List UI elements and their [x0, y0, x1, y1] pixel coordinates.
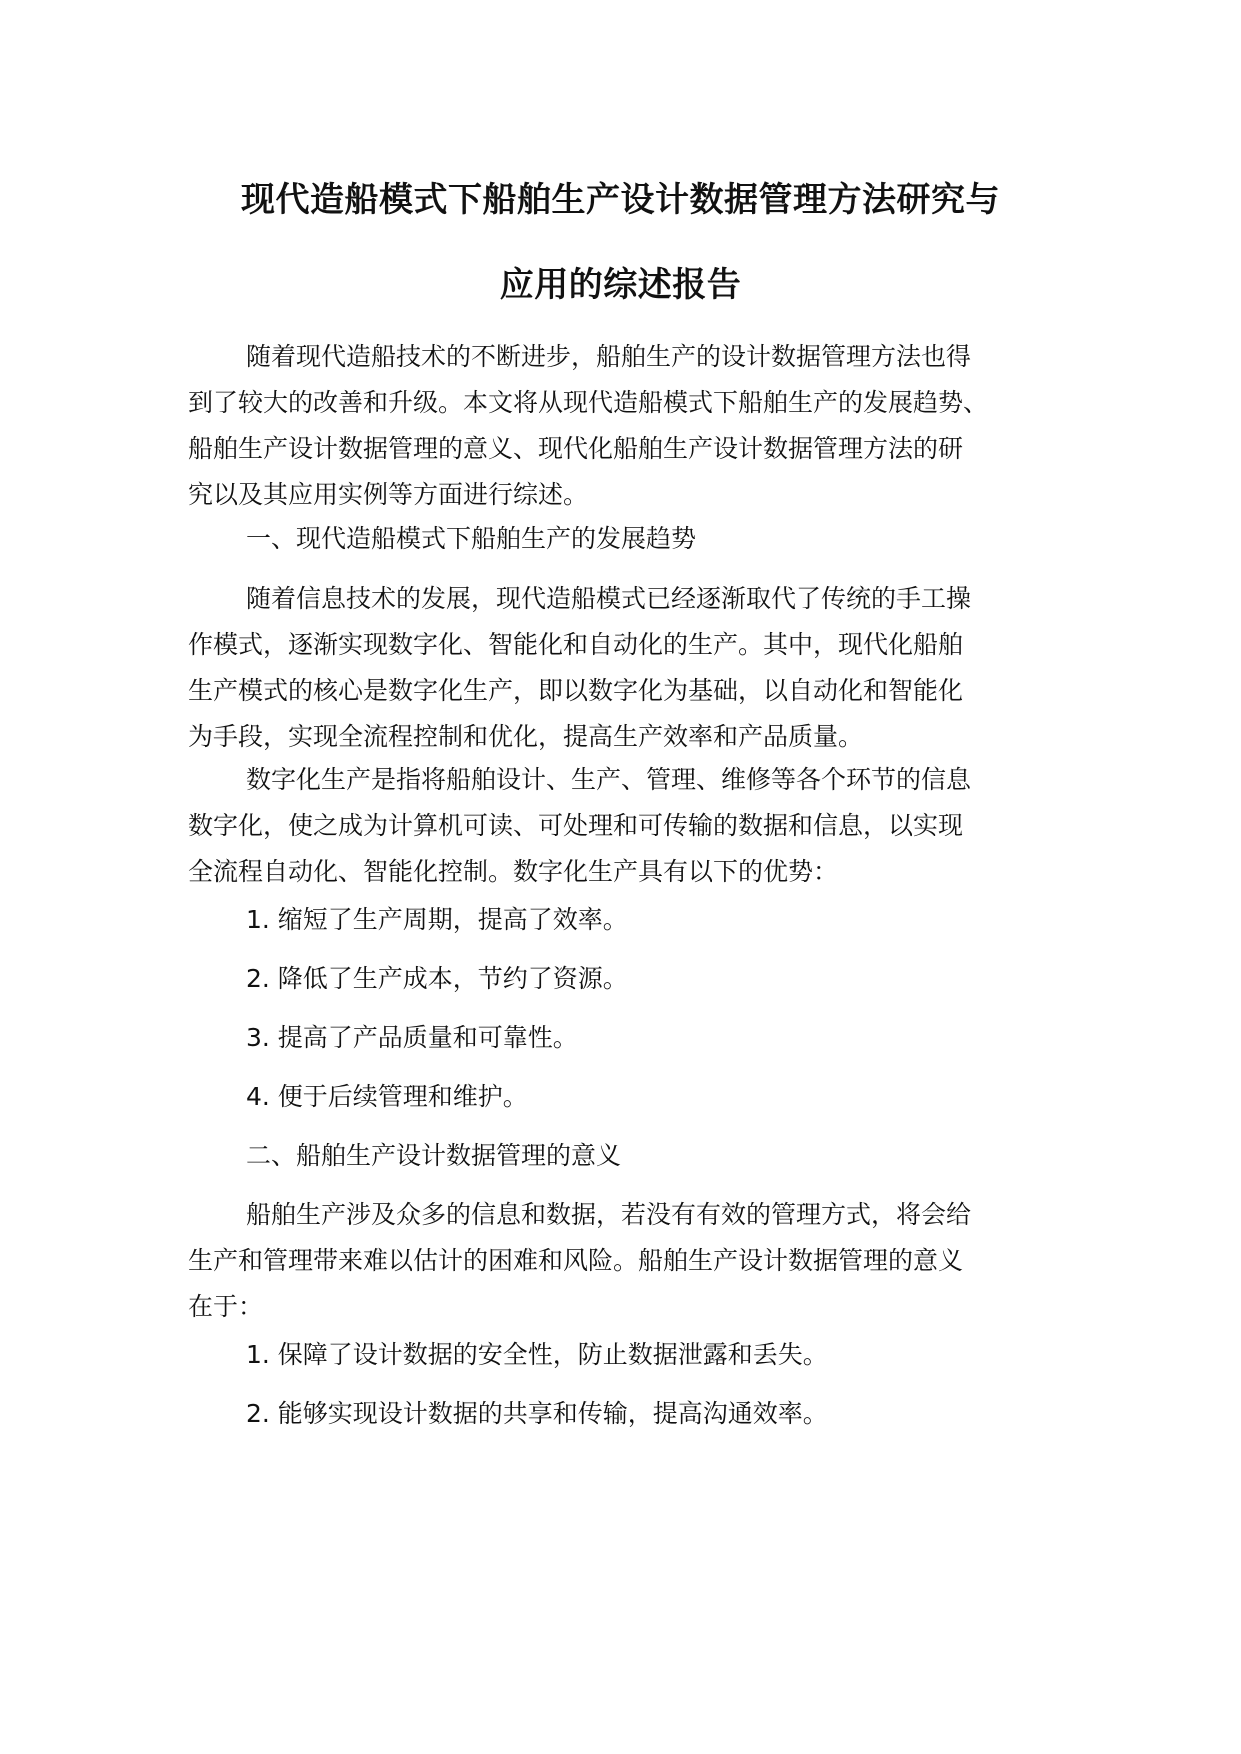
paragraph-line: 究以及其应用实例等方面进行综述。	[188, 480, 589, 509]
paragraph-line: 全流程自动化、智能化控制。数字化生产具有以下的优势：	[188, 857, 839, 886]
section-1-paragraph-2	[188, 757, 1068, 895]
paragraph-line: 作模式，逐渐实现数字化、智能化和自动化的生产。其中，现代化船舶	[188, 630, 964, 659]
paragraph-line: 生产和管理带来难以估计的困难和风险。船舶生产设计数据管理的意义	[188, 1246, 964, 1275]
document-title-line-2: 应用的综述报告	[499, 265, 742, 305]
paragraph-line: 生产模式的核心是数字化生产，即以数字化为基础，以自动化和智能化	[188, 676, 964, 705]
section-2-heading: 二、船舶生产设计数据管理的意义	[246, 1141, 622, 1170]
list-item: 3. 提高了产品质量和可靠性。	[246, 1023, 578, 1052]
section-2-paragraph-1	[188, 1192, 1068, 1330]
list-item: 1. 缩短了生产周期，提高了效率。	[246, 905, 628, 934]
paragraph-line: 随着现代造船技术的不断进步，船舶生产的设计数据管理方法也得	[246, 342, 972, 371]
list-item: 1. 保障了设计数据的安全性，防止数据泄露和丢失。	[246, 1340, 828, 1369]
list-item: 2. 降低了生产成本，节约了资源。	[246, 964, 628, 993]
paragraph-line: 随着信息技术的发展，现代造船模式已经逐渐取代了传统的手工操	[246, 584, 972, 613]
list-item: 2. 能够实现设计数据的共享和传输，提高沟通效率。	[246, 1399, 828, 1428]
paragraph-line: 数字化，使之成为计算机可读、可处理和可传输的数据和信息，以实现	[188, 811, 964, 840]
document-title-line-1: 现代造船模式下船舶生产设计数据管理方法研究与	[241, 180, 1000, 220]
paragraph-line: 在于：	[188, 1292, 264, 1321]
paragraph-line: 船舶生产设计数据管理的意义、现代化船舶生产设计数据管理方法的研	[188, 434, 964, 463]
paragraph-line: 为手段，实现全流程控制和优化，提高生产效率和产品质量。	[188, 722, 864, 751]
paragraph-line: 到了较大的改善和升级。本文将从现代造船模式下船舶生产的发展趋势、	[188, 388, 989, 417]
paragraph-line: 数字化生产是指将船舶设计、生产、管理、维修等各个环节的信息	[246, 765, 972, 794]
intro-paragraph	[188, 334, 1068, 518]
paragraph-line: 船舶生产涉及众多的信息和数据，若没有有效的管理方式，将会给	[246, 1200, 972, 1229]
list-item: 4. 便于后续管理和维护。	[246, 1082, 528, 1111]
section-1-heading: 一、现代造船模式下船舶生产的发展趋势	[246, 524, 697, 553]
section-1-paragraph-1	[188, 576, 1068, 760]
